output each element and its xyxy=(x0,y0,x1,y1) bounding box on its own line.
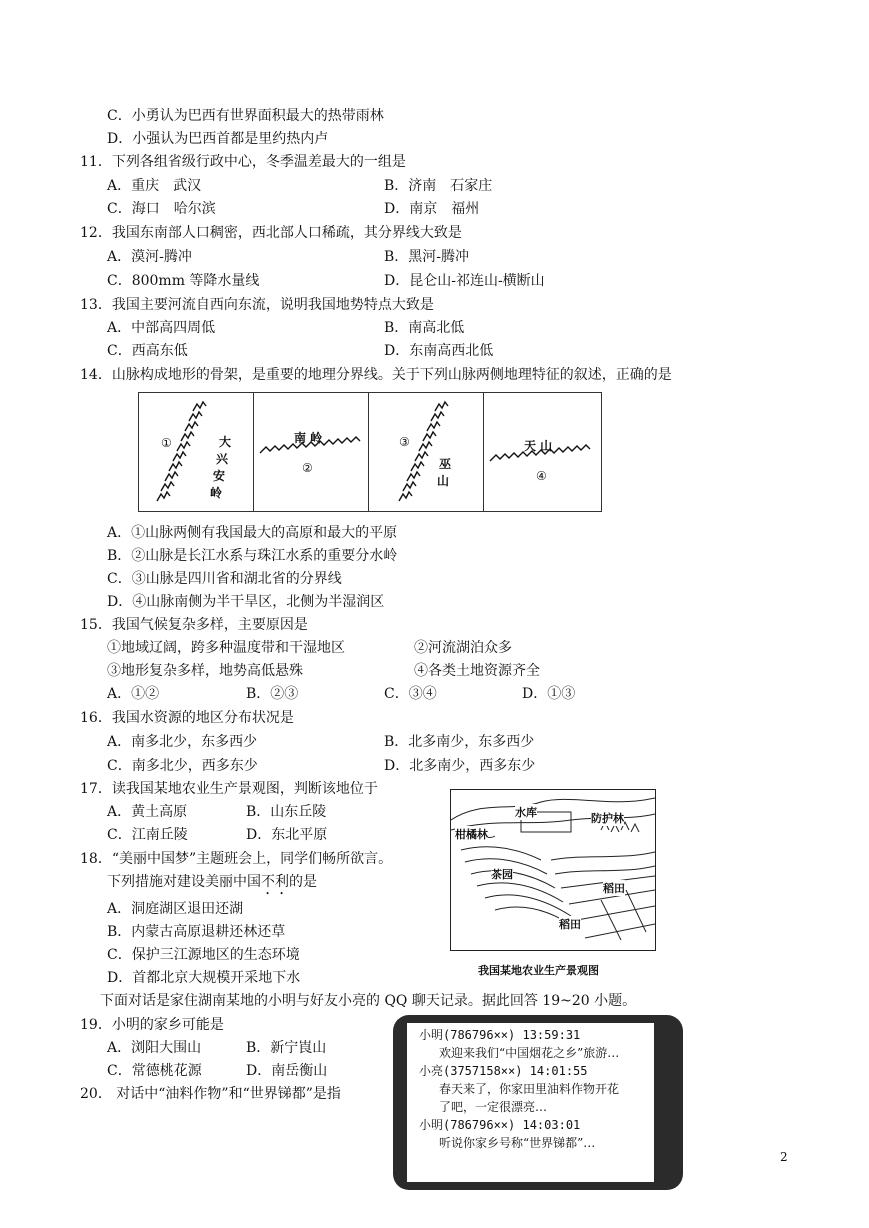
chat-message: 了吧，一定很漂亮… xyxy=(439,1100,548,1114)
mountain-panel-2 xyxy=(253,392,370,512)
q10-option-c: C．小勇认为巴西有世界面积最大的热带雨林 xyxy=(107,108,384,124)
q19-stem: 19．小明的家乡可能是 xyxy=(80,1017,224,1033)
q15-statement-2: ②河流湖泊众多 xyxy=(414,640,512,656)
q20-stem: 20． 对话中“油料作物”和“世界锑都”是指 xyxy=(80,1086,341,1102)
q11-option-a: A．重庆 武汉 xyxy=(107,178,202,194)
q15-statement-3: ③地形复杂多样，地势高低悬殊 xyxy=(107,663,303,679)
q10-option-d: D．小强认为巴西首都是里约热内卢 xyxy=(107,131,329,147)
q15-option-d: D．①③ xyxy=(522,686,576,702)
mountain-2-name: 南 岭 xyxy=(294,431,323,445)
q17-stem: 17．读我国某地农业生产景观图，判断该地位于 xyxy=(80,781,378,797)
q15-option-a: A．①② xyxy=(107,686,160,702)
mountain-1-name-char: 兴 xyxy=(216,452,229,466)
q15-statement-1: ①地域辽阔，跨多种温度带和干湿地区 xyxy=(107,640,345,656)
mountain-4-name: 天 山 xyxy=(524,439,553,453)
q19-option-c: C．常德桃花源 xyxy=(107,1063,202,1079)
q19-20-intro: 下面对话是家住湖南某地的小明与好友小亮的 QQ 聊天记录。据此回答 19~20 小题。 xyxy=(100,993,637,1009)
q17-option-b: B．山东丘陵 xyxy=(246,804,327,820)
mountain-2-number: ② xyxy=(302,461,313,475)
q15-stem: 15．我国气候复杂多样，主要原因是 xyxy=(80,617,308,633)
mountain-1-name-char: 岭 xyxy=(210,486,223,500)
q14-option-d: D．④山脉南侧为半干旱区，北侧为半湿润区 xyxy=(107,594,385,610)
q12-option-c: C．800mm 等降水量线 xyxy=(107,273,260,289)
fig-label-shelterbelt: 防护林 xyxy=(591,812,624,825)
q13-option-c: C．西高东低 xyxy=(107,343,188,359)
q16-option-c: C．南多北少，西多东少 xyxy=(107,758,258,774)
q17-option-d: D．东北平原 xyxy=(246,827,328,843)
q17-option-c: C．江南丘陵 xyxy=(107,827,188,843)
fig-label-tea-garden: 茶园 xyxy=(491,868,513,881)
mountain-3-name-char: 山 xyxy=(437,474,450,488)
mountain-4-number: ④ xyxy=(536,469,547,483)
q16-option-b: B．北多南少，东多西少 xyxy=(384,734,535,750)
mountain-3-number: ③ xyxy=(399,435,410,449)
q18-stem-post: 的是 xyxy=(289,874,317,890)
q18-option-a: A．洞庭湖区退田还湖 xyxy=(107,901,244,917)
q12-option-a: A．漠河-腾冲 xyxy=(107,249,192,265)
q18-stem-emphasis: 不利 xyxy=(261,874,289,890)
q19-option-d: D．南岳衡山 xyxy=(246,1063,328,1079)
q16-stem: 16．我国水资源的地区分布状况是 xyxy=(80,710,294,726)
chat-header: 小亮(3757158××) 14:01:55 xyxy=(419,1064,588,1078)
chat-header: 小明(786796××) 13:59:31 xyxy=(419,1028,581,1042)
q14-stem: 14．山脉构成地形的骨架，是重要的地理分界线。关于下列山脉两侧地理特征的叙述，正确的是 xyxy=(80,367,672,383)
fig-label-paddy-2: 稻田 xyxy=(559,918,581,931)
q16-option-d: D．北多南少，西多东少 xyxy=(384,758,536,774)
q19-option-a: A．浏阳大围山 xyxy=(107,1040,202,1056)
fig-label-orange-grove: 柑橘林 xyxy=(455,828,488,841)
fig-label-paddy-1: 稻田 xyxy=(603,882,625,895)
q12-option-b: B．黑河-腾冲 xyxy=(384,249,470,265)
chat-header: 小明(786796××) 14:03:01 xyxy=(419,1118,581,1132)
q15-option-b: B．②③ xyxy=(246,686,299,702)
q13-option-d: D．东南高西北低 xyxy=(384,343,494,359)
mountain-range-diagonal-icon xyxy=(139,393,254,511)
fig-label-reservoir: 水库 xyxy=(515,806,537,819)
q15-statement-4: ④各类土地资源齐全 xyxy=(414,663,540,679)
mountain-1-name-char: 大 xyxy=(219,435,232,449)
q18-stem: 18．“美丽中国梦”主题班会上，同学们畅所欲言。 xyxy=(80,851,393,867)
farm-landscape-figure xyxy=(450,789,656,951)
q14-option-a: A．①山脉两侧有我国最大的高原和最大的平原 xyxy=(107,525,398,541)
q18-option-b: B．内蒙古高原退耕还林还草 xyxy=(107,924,286,940)
chat-message: 欢迎来我们“中国烟花之乡”旅游… xyxy=(439,1046,620,1060)
mountain-1-number: ① xyxy=(161,436,172,450)
mountain-range-horizontal-icon xyxy=(254,393,369,511)
q18-stem-line-2 xyxy=(107,873,317,898)
chat-message: 春天来了，你家田里油料作物开花 xyxy=(439,1082,620,1096)
q19-option-b: B．新宁崀山 xyxy=(246,1040,327,1056)
q11-option-c: C．海口 哈尔滨 xyxy=(107,201,216,217)
mountain-1-name-char: 安 xyxy=(213,469,226,483)
farm-figure-caption: 我国某地农业生产景观图 xyxy=(478,964,599,977)
q12-stem: 12．我国东南部人口稠密，西北部人口稀疏，其分界线大致是 xyxy=(80,225,462,241)
mountain-panel-1 xyxy=(138,392,255,512)
q11-stem: 11．下列各组省级行政中心，冬季温差最大的一组是 xyxy=(80,154,406,170)
q13-option-b: B．南高北低 xyxy=(384,320,465,336)
page-number: 2 xyxy=(780,1150,788,1164)
mountain-range-diagonal-icon xyxy=(369,393,484,511)
q18-option-c: C．保护三江源地区的生态环境 xyxy=(107,947,300,963)
mountain-panel-3 xyxy=(368,392,485,512)
q18-stem-pre: 下列措施对建设美丽中国 xyxy=(107,874,261,890)
q16-option-a: A．南多北少，东多西少 xyxy=(107,734,258,750)
terraced-hills-icon xyxy=(451,790,655,950)
q13-stem: 13．我国主要河流自西向东流，说明我国地势特点大致是 xyxy=(80,297,434,313)
mountain-panel-4 xyxy=(483,392,602,512)
mountain-3-name-char: 巫 xyxy=(439,457,452,471)
q17-option-a: A．黄土高原 xyxy=(107,804,188,820)
q11-option-b: B．济南 石家庄 xyxy=(384,178,493,194)
q18-option-d: D．首都北京大规模开采地下水 xyxy=(107,970,301,986)
q15-option-c: C．③④ xyxy=(384,686,437,702)
q13-option-a: A．中部高四周低 xyxy=(107,320,216,336)
q12-option-d: D．昆仑山-祁连山-横断山 xyxy=(384,273,545,289)
q14-option-c: C．③山脉是四川省和湖北省的分界线 xyxy=(107,571,342,587)
q11-option-d: D．南京 福州 xyxy=(384,201,480,217)
q14-option-b: B．②山脉是长江水系与珠江水系的重要分水岭 xyxy=(107,548,398,564)
chat-message: 听说你家乡号称“世界锑都”… xyxy=(439,1136,596,1150)
